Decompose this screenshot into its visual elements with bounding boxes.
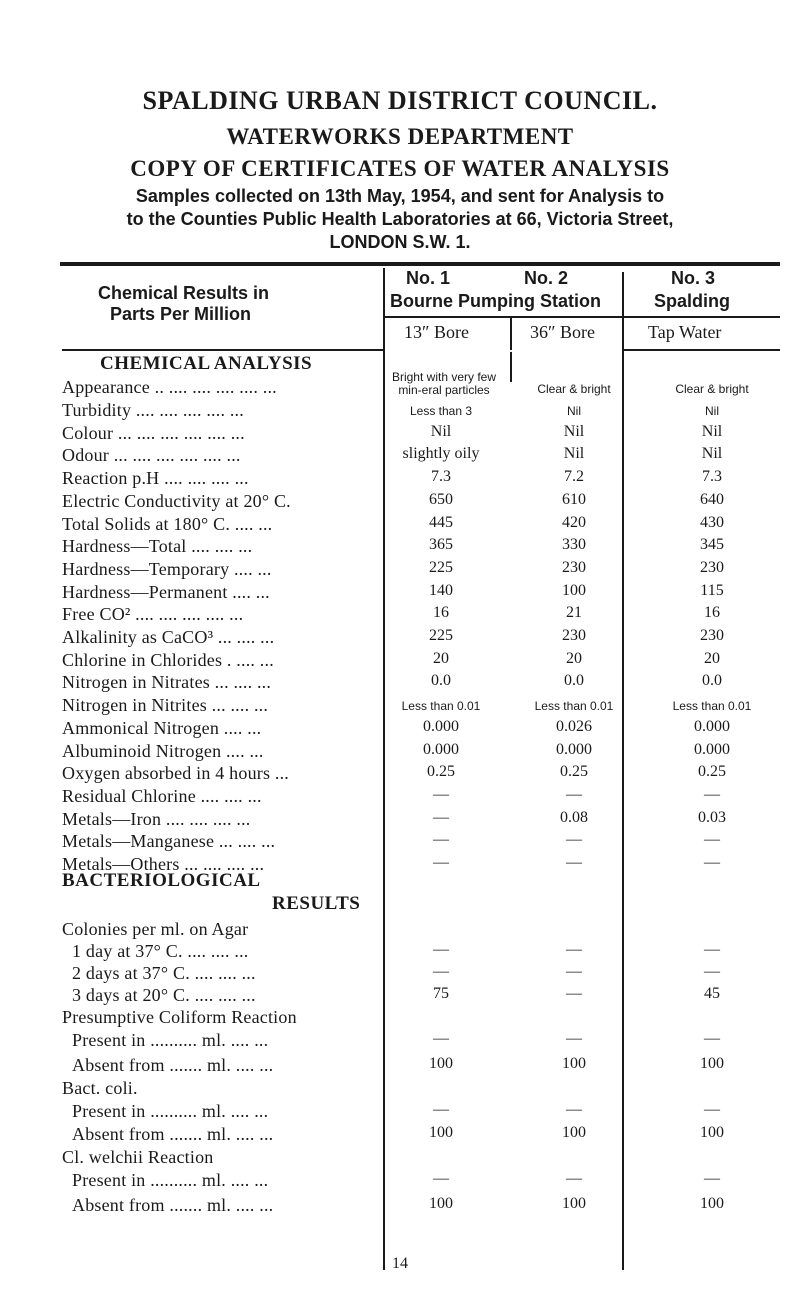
- table-row: [62, 491, 782, 513]
- row-value-1: 0.0: [431, 672, 451, 690]
- table-row: [62, 370, 782, 399]
- table-row: [62, 445, 782, 467]
- document-title: COPY OF CERTIFICATES OF WATER ANALYSIS: [130, 156, 670, 181]
- spalding-label: Spalding: [654, 291, 730, 311]
- row-value-2: 100: [562, 1124, 586, 1141]
- row-value-3: —: [704, 1101, 720, 1118]
- row-label: Albuminoid Nitrogen .... ...: [62, 740, 264, 761]
- table-row: [62, 1030, 782, 1052]
- table-row: [62, 695, 782, 717]
- row-label: Metals—Iron .... .... .... ...: [62, 808, 251, 829]
- row-value-1: —: [433, 831, 449, 849]
- row-value-1: slightly oily: [402, 445, 480, 463]
- row-value-3: 0.0: [702, 672, 722, 690]
- row-label: Total Solids at 180° C. .... ...: [62, 513, 273, 534]
- row-label: Hardness—Total .... .... ...: [62, 536, 253, 557]
- row-value-1: 225: [429, 558, 453, 576]
- row-value-2: —: [566, 985, 582, 1002]
- row-value-3: 7.3: [702, 468, 722, 486]
- row-value-1: 75: [433, 985, 449, 1002]
- row-label: Residual Chlorine .... .... ...: [62, 785, 262, 806]
- row-label: Metals—Manganese ... .... ...: [62, 831, 276, 852]
- table-row: [62, 941, 782, 963]
- page-number: 14: [392, 1255, 408, 1272]
- row-value-3: 100: [700, 1124, 724, 1141]
- row-value-1: 0.000: [423, 740, 459, 758]
- row-value-2: 0.08: [560, 808, 588, 826]
- table-row: [62, 718, 782, 740]
- table-row: [62, 627, 782, 649]
- bore13-label: 13″ Bore: [404, 322, 469, 342]
- row-value-3: 20: [704, 649, 720, 667]
- table-row: [62, 536, 782, 558]
- row-value-2: 0.25: [560, 763, 588, 781]
- row-value-3: 100: [700, 1195, 724, 1212]
- row-label: Reaction p.H .... .... .... ...: [62, 468, 249, 489]
- row-value-1: —: [433, 1170, 449, 1187]
- row-value-2: —: [566, 785, 582, 803]
- row-value-2: 420: [562, 513, 586, 531]
- row-value-1: —: [433, 1101, 449, 1118]
- row-value-2: —: [566, 1101, 582, 1118]
- row-value-2: Nil: [567, 404, 581, 418]
- row-value-3: 430: [700, 513, 724, 531]
- row-value-3: —: [704, 831, 720, 849]
- row-value-1: Less than 0.01: [401, 699, 481, 714]
- row-value-1: —: [433, 963, 449, 980]
- table-row: [62, 786, 782, 808]
- row-value-3: 640: [700, 490, 724, 508]
- table-row: [62, 1078, 782, 1100]
- row-value-2: —: [566, 1170, 582, 1187]
- row-value-1: —: [433, 808, 449, 826]
- table-row: [62, 672, 782, 694]
- row-label: 1 day at 37° C. .... .... ...: [72, 941, 249, 961]
- row-value-1: 100: [429, 1124, 453, 1141]
- row-label: Present in .......... ml. .... ...: [72, 1170, 269, 1190]
- bacteriological-heading-2: RESULTS: [272, 893, 361, 914]
- row-value-2: 610: [562, 490, 586, 508]
- row-label: Cl. welchii Reaction: [62, 1147, 214, 1167]
- row-value-1: 445: [429, 513, 453, 531]
- table-row: [62, 1101, 782, 1123]
- row-value-3: Clear & bright: [675, 382, 749, 396]
- row-label: Absent from ....... ml. .... ...: [72, 1124, 274, 1144]
- table-row: [62, 559, 782, 581]
- row-value-2: 7.2: [564, 468, 584, 486]
- station-label: Bourne Pumping Station: [390, 291, 601, 311]
- row-value-2: —: [566, 963, 582, 980]
- row-value-1: Nil: [430, 422, 452, 440]
- table-row: [62, 1124, 782, 1146]
- col-no3: No. 3: [671, 268, 716, 288]
- row-label: Bact. coli.: [62, 1078, 138, 1098]
- row-value-1: 0.25: [427, 763, 455, 781]
- row-label: Hardness—Permanent .... ...: [62, 581, 270, 602]
- row-value-3: —: [704, 941, 720, 958]
- row-value-2: 0.000: [556, 740, 592, 758]
- table-row: [62, 582, 782, 604]
- row-value-2: 0.0: [564, 672, 584, 690]
- col-divider-2-head: [510, 318, 512, 350]
- row-value-2: 21: [566, 604, 582, 622]
- row-value-3: Nil: [701, 422, 723, 440]
- intro-line-3: LONDON S.W. 1.: [329, 232, 471, 252]
- row-value-2: Less than 0.01: [534, 699, 614, 714]
- table-row: [62, 468, 782, 490]
- col-no1: No. 1: [406, 268, 451, 288]
- results-heading-1: Chemical Results in: [98, 283, 270, 303]
- tap-label: Tap Water: [648, 322, 722, 342]
- row-value-1: —: [433, 785, 449, 803]
- row-value-3: 100: [700, 1055, 724, 1072]
- row-value-3: 230: [700, 558, 724, 576]
- table-row: [62, 650, 782, 672]
- row-value-2: Nil: [563, 422, 585, 440]
- row-value-1: —: [433, 854, 449, 871]
- table-row: [62, 919, 782, 941]
- row-value-3: 0.000: [694, 740, 730, 758]
- table-row: [62, 1147, 782, 1169]
- row-label: Ammonical Nitrogen .... ...: [62, 717, 262, 738]
- row-value-3: —: [704, 963, 720, 980]
- row-value-2: 0.026: [556, 717, 592, 735]
- table-row: [62, 1170, 782, 1192]
- row-label: Colour ... .... .... .... .... ...: [62, 422, 245, 443]
- row-value-3: 16: [704, 604, 720, 622]
- row-value-2: —: [566, 941, 582, 958]
- right-head-rule: [622, 349, 780, 351]
- table-row: [62, 1007, 782, 1029]
- row-label: Odour ... .... .... .... .... ...: [62, 445, 241, 466]
- table-row: [62, 604, 782, 626]
- col-no2: No. 2: [524, 268, 569, 288]
- row-value-1: 365: [429, 536, 453, 554]
- row-value-3: Less than 0.01: [672, 699, 752, 714]
- row-label: Absent from ....... ml. .... ...: [72, 1195, 274, 1215]
- row-label: Nitrogen in Nitrites ... .... ...: [62, 695, 269, 716]
- row-value-2: —: [566, 1030, 582, 1047]
- row-value-1: 0.000: [423, 717, 459, 735]
- row-value-3: —: [704, 1170, 720, 1187]
- row-value-1: 16: [433, 604, 449, 622]
- row-label: Turbidity .... .... .... .... ...: [62, 400, 244, 420]
- row-label: Nitrogen in Nitrates ... .... ...: [62, 672, 272, 693]
- row-value-3: Nil: [701, 445, 723, 463]
- row-label: Metals—Others ... .... .... ...: [62, 854, 265, 874]
- intro-line-2: to the Counties Public Health Laboratories at 66, Victoria Street,: [126, 209, 674, 229]
- table-row: [62, 423, 782, 445]
- row-label: Alkalinity as CaCO³ ... .... ...: [62, 627, 275, 647]
- department-title: WATERWORKS DEPARTMENT: [226, 124, 574, 149]
- row-label: Appearance .. .... .... .... .... ...: [62, 377, 277, 397]
- row-value-3: —: [704, 785, 720, 803]
- bacteriological-heading-1: BACTERIOLOGICAL: [62, 870, 261, 891]
- table-top-rule: [60, 262, 780, 266]
- row-value-1: 100: [429, 1055, 453, 1072]
- table-row: [62, 400, 782, 422]
- row-value-3: Nil: [705, 404, 719, 418]
- row-label: Free CO² .... .... .... .... ...: [62, 604, 244, 625]
- row-value-2: —: [566, 854, 582, 871]
- row-value-2: 20: [566, 649, 582, 667]
- row-value-3: —: [704, 854, 720, 871]
- table-row: [62, 831, 782, 853]
- row-value-2: Nil: [563, 445, 585, 463]
- table-row: [62, 1195, 782, 1217]
- table-row: [62, 985, 782, 1007]
- row-label: Chlorine in Chlorides . .... ...: [62, 649, 274, 670]
- bore36-label: 36″ Bore: [530, 322, 595, 342]
- chemical-analysis-heading: CHEMICAL ANALYSIS: [100, 353, 313, 374]
- row-value-1: 7.3: [431, 468, 451, 486]
- row-value-3: 0.03: [698, 808, 726, 826]
- row-value-2: 100: [562, 1195, 586, 1212]
- row-value-1: 650: [429, 490, 453, 508]
- row-value-1: 20: [433, 649, 449, 667]
- table-row: [62, 809, 782, 831]
- row-label: Hardness—Temporary .... ...: [62, 558, 272, 579]
- table-row: [62, 1055, 782, 1077]
- table-row: [62, 963, 782, 985]
- row-label: Colonies per ml. on Agar: [62, 919, 249, 939]
- row-value-3: 115: [700, 581, 724, 599]
- row-value-1: 140: [429, 581, 453, 599]
- row-value-2: 100: [562, 1055, 586, 1072]
- row-value-3: 230: [700, 627, 724, 644]
- row-value-3: —: [704, 1030, 720, 1047]
- table-row: [62, 514, 782, 536]
- row-value-2: 100: [562, 581, 586, 599]
- row-label: Oxygen absorbed in 4 hours ...: [62, 763, 289, 784]
- row-value-2: 230: [562, 558, 586, 576]
- row-value-2: 330: [562, 536, 586, 554]
- row-label: Electric Conductivity at 20° C.: [62, 490, 291, 511]
- row-value-1: Bright with very few min-eral particles: [391, 370, 497, 397]
- row-label: 2 days at 37° C. .... .... ...: [72, 963, 256, 983]
- row-value-1: 225: [429, 627, 453, 644]
- row-value-2: —: [566, 831, 582, 849]
- row-value-3: 0.25: [698, 763, 726, 781]
- row-value-1: —: [433, 941, 449, 958]
- results-heading-2: Parts Per Million: [110, 304, 252, 324]
- council-title: SPALDING URBAN DISTRICT COUNCIL.: [142, 86, 658, 115]
- row-value-2: 230: [562, 627, 586, 644]
- row-label: Present in .......... ml. .... ...: [72, 1030, 269, 1050]
- row-value-3: 345: [700, 536, 724, 554]
- row-label: 3 days at 20° C. .... .... ...: [72, 985, 256, 1005]
- left-head-rule: [62, 349, 384, 351]
- row-value-3: 0.000: [694, 717, 730, 735]
- row-value-1: Less than 3: [409, 404, 473, 418]
- table-row: [62, 763, 782, 785]
- intro-line-1: Samples collected on 13th May, 1954, and sent for Analysis to: [135, 186, 665, 206]
- row-value-3: 45: [704, 985, 720, 1002]
- row-value-2: Clear & bright: [537, 382, 611, 396]
- row-label: Present in .......... ml. .... ...: [72, 1101, 269, 1121]
- table-row: [62, 741, 782, 763]
- row-label: Absent from ....... ml. .... ...: [72, 1055, 274, 1075]
- row-value-1: 100: [429, 1195, 453, 1212]
- row-value-1: —: [433, 1030, 449, 1047]
- head-mid-rule: [384, 316, 780, 318]
- row-label: Presumptive Coliform Reaction: [62, 1007, 297, 1027]
